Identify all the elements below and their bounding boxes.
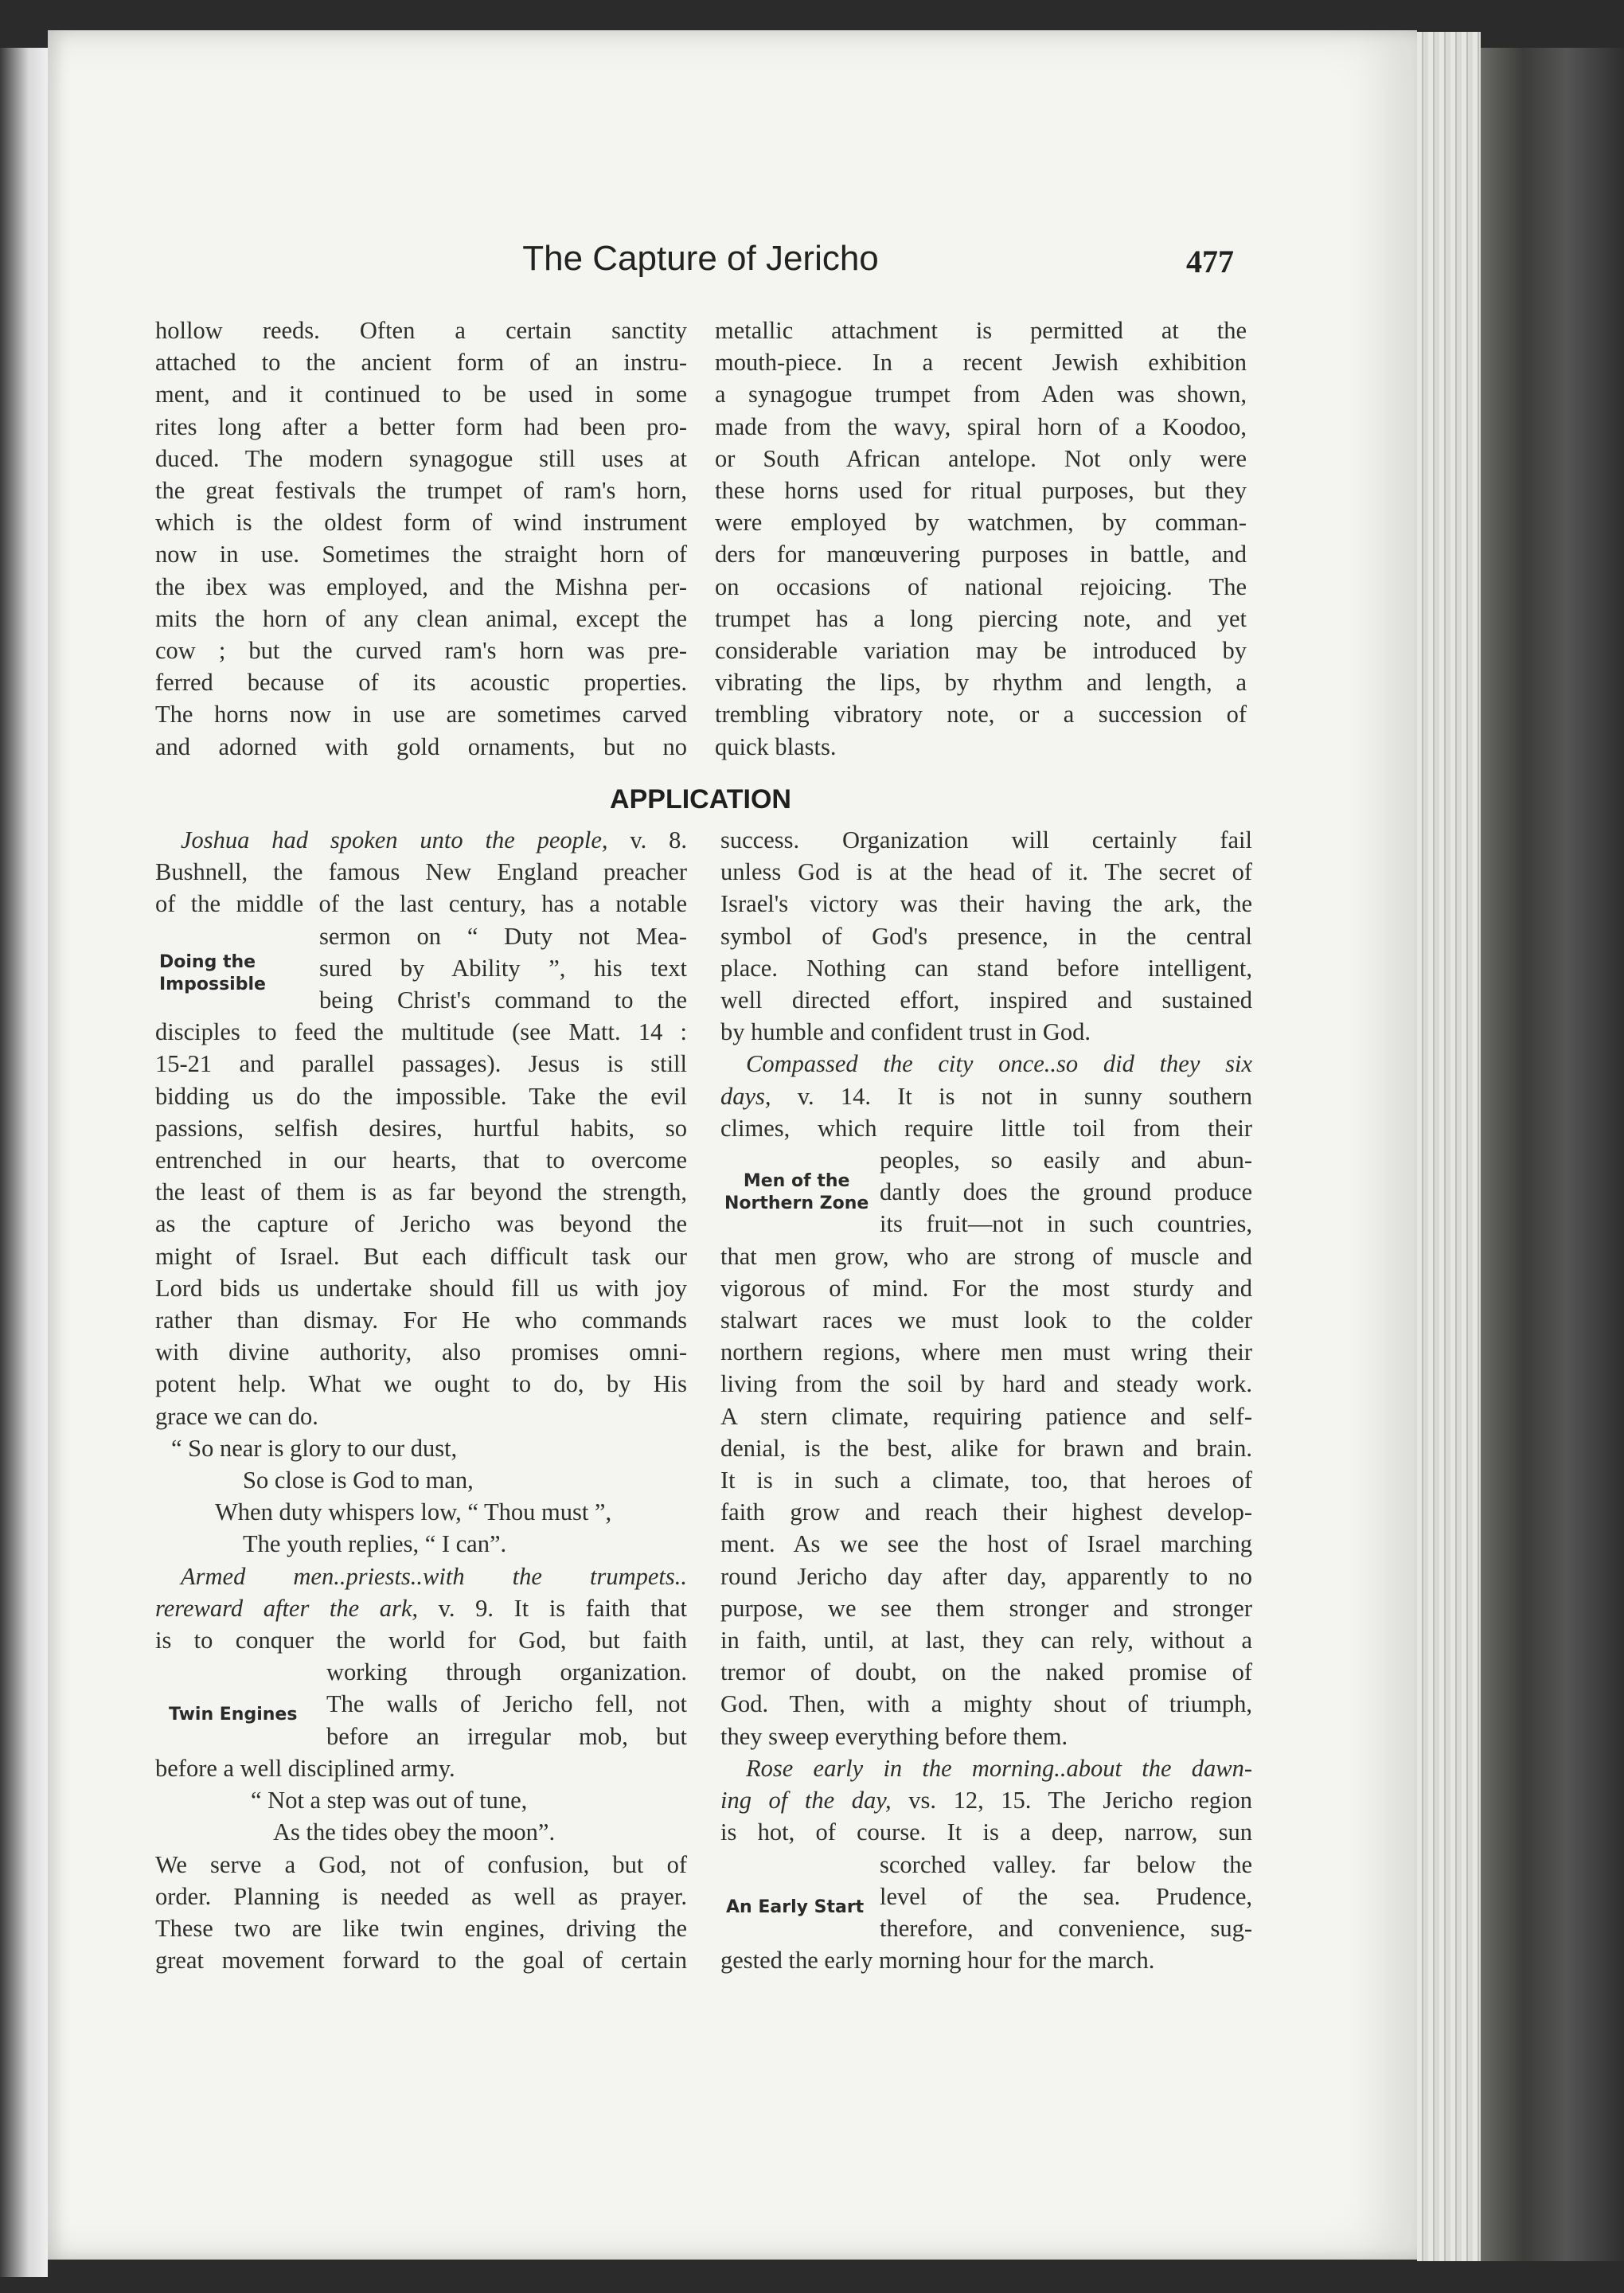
text-line: or South African antelope. Not only were: [715, 444, 1247, 472]
text-line: mouth-piece. In a recent Jewish exhibition: [715, 349, 1247, 377]
text-line: in faith, until, at last, they can rely, without a: [720, 1627, 1252, 1654]
text-line: they sweep everything before them.: [720, 1722, 1068, 1750]
text-line: made from the wavy, spiral horn of a Koodoo,: [715, 412, 1247, 440]
sidenote-line: Doing the: [159, 952, 256, 972]
text-segment: vs. 12, 15. The Jericho region: [891, 1787, 1252, 1814]
page-number: 477: [1186, 244, 1234, 279]
text-line: passions, selfish desires, hurtful habits, so: [155, 1114, 687, 1142]
text-line: considerable variation may be introduced by: [715, 637, 1247, 665]
text-line: Bushnell, the famous New England preacher: [155, 858, 687, 886]
text-line: mits the horn of any clean animal, except the: [155, 604, 687, 632]
text-line: round Jericho day after day, apparently to no: [720, 1562, 1252, 1590]
text-line: faith grow and reach their highest develop-: [720, 1498, 1252, 1526]
text-line: ment, and it continued to be used in some: [155, 381, 687, 408]
text-line: trumpet has a long piercing note, and yet: [715, 604, 1247, 632]
text-line: disciples to feed the multitude (see Matt. 14 :: [155, 1018, 687, 1046]
poem-line: So close is God to man,: [243, 1467, 474, 1494]
text-line: by humble and confident trust in God.: [720, 1018, 1091, 1046]
text-line: God. Then, with a mighty shout of triumph,: [720, 1690, 1252, 1718]
application-left-column: [155, 824, 687, 1976]
scripture-ref: days,: [720, 1082, 771, 1110]
scripture-ref-line: [720, 1784, 1252, 1816]
text-line: and adorned with gold ornaments, but no: [155, 732, 687, 760]
text-line: great movement forward to the goal of certain: [155, 1947, 687, 1975]
text-line: ders for manœuvering purposes in battle, and: [715, 541, 1247, 568]
text-line: is to conquer the world for God, but faith: [155, 1627, 687, 1654]
text-line: before a well disciplined army.: [155, 1754, 455, 1782]
text-line: these horns used for ritual purposes, but they: [715, 477, 1247, 505]
text-line: the great festivals the trumpet of ram's horn,: [155, 477, 687, 505]
text-segment: v. 14. It is not in sunny southern: [771, 1082, 1252, 1110]
sidenote-line: An Early Start: [726, 1897, 865, 1917]
text-line: bidding us do the impossible. Take the evil: [155, 1082, 687, 1110]
text-line: place. Nothing can stand before intelligent,: [720, 954, 1252, 982]
section-heading: APPLICATION: [610, 784, 791, 814]
scripture-ref: Joshua had spoken unto the people,: [181, 826, 608, 854]
text-line: vibrating the lips, by rhythm and length, a: [715, 669, 1247, 697]
sidenote-early-start: [726, 1897, 864, 1919]
text-line: order. Planning is needed as well as prayer.: [155, 1882, 687, 1910]
text-line: These two are like twin engines, driving the: [155, 1914, 687, 1942]
text-segment: v. 9. It is faith that: [418, 1594, 687, 1622]
text-line: sermon on “ Duty not Mea-: [319, 922, 687, 950]
sidenote-line: Northern Zone: [724, 1193, 869, 1213]
text-line: the least of them is as far beyond the strength,: [155, 1178, 687, 1206]
scripture-ref: rereward after the ark,: [155, 1594, 419, 1622]
text-line: ment. As we see the host of Israel marching: [720, 1530, 1252, 1558]
top-left-column: [155, 314, 687, 763]
text-line: the ibex was employed, and the Mishna per-: [155, 572, 687, 600]
poem-line: When duty whispers low, “ Thou must ”,: [215, 1498, 612, 1526]
text-line: might of Israel. But each difficult task our: [155, 1242, 687, 1270]
poem-line: The youth replies, “ I can”.: [243, 1530, 507, 1558]
scripture-ref-line: [155, 824, 687, 856]
text-line: The horns now in use are sometimes carved: [155, 701, 687, 729]
text-line: northern regions, where men must wring their: [720, 1338, 1252, 1366]
text-line: rites long after a better form had been pro-: [155, 412, 687, 440]
verse-ref: v. 8.: [607, 826, 687, 854]
text-line: duced. The modern synagogue still uses at: [155, 444, 687, 472]
sidenote-line: Impossible: [159, 975, 266, 994]
text-line: level of the sea. Prudence,: [880, 1882, 1252, 1910]
text-line: therefore, and convenience, sug-: [880, 1914, 1252, 1942]
text-line: its fruit—not in such countries,: [880, 1210, 1252, 1238]
text-line: Israel's victory was their having the ark, the: [720, 890, 1252, 918]
poem-line: As the tides obey the moon”.: [273, 1818, 556, 1846]
sidenote-line: Men of the: [743, 1171, 850, 1191]
text-line: peoples, so easily and abun-: [880, 1146, 1252, 1174]
text-line: on occasions of national rejoicing. The: [715, 572, 1247, 600]
text-line: working through organization.: [326, 1658, 687, 1686]
text-line: quick blasts.: [715, 732, 837, 760]
scripture-ref: ing of the day,: [720, 1787, 892, 1814]
page-block-edge: [1417, 32, 1481, 2261]
application-right-column: [720, 824, 1252, 1976]
text-line: climes, which require little toil from their: [720, 1114, 1252, 1142]
text-line: with divine authority, also promises omni-: [155, 1338, 687, 1366]
text-line: dantly does the ground produce: [880, 1178, 1252, 1206]
text-line: of the middle of the last century, has a notable: [155, 890, 687, 918]
text-line: unless God is at the head of it. The secret of: [720, 858, 1252, 886]
text-line: trembling vibratory note, or a succession of: [715, 701, 1247, 729]
text-line: A stern climate, requiring patience and self-: [720, 1402, 1252, 1430]
text-line: ferred because of its acoustic properties.: [155, 669, 687, 697]
text-line: scorched valley. far below the: [880, 1850, 1252, 1878]
text-line: now in use. Sometimes the straight horn of: [155, 541, 687, 568]
text-line: vigorous of mind. For the most sturdy and: [720, 1274, 1252, 1302]
text-line: hollow reeds. Often a certain sanctity: [155, 317, 687, 344]
poem-line: “ Not a step was out of tune,: [251, 1787, 528, 1814]
top-right-column: [715, 314, 1247, 763]
text-line: tremor of doubt, on the naked promise of: [720, 1658, 1252, 1686]
scripture-ref: Compassed the city once..so did they six: [746, 1050, 1252, 1078]
text-line: stalwart races we must look to the colder: [720, 1307, 1252, 1334]
text-line: a synagogue trumpet from Aden was shown,: [715, 381, 1247, 408]
text-line: entrenched in our hearts, that to overcome: [155, 1146, 687, 1174]
scripture-ref: Rose early in the morning..about the dawn-: [746, 1754, 1252, 1782]
text-line: gested the early morning hour for the march.: [720, 1947, 1155, 1975]
text-line: well directed effort, inspired and sustained: [720, 986, 1252, 1014]
text-line: were employed by watchmen, by comman-: [715, 509, 1247, 537]
text-line: potent help. What we ought to do, by His: [155, 1370, 687, 1398]
text-line: We serve a God, not of confusion, but of: [155, 1850, 687, 1878]
facing-page-edge: [0, 48, 48, 2277]
text-line: Lord bids us undertake should fill us with joy: [155, 1274, 687, 1302]
text-line: is hot, of course. It is a deep, narrow, sun: [720, 1818, 1252, 1846]
text-line: being Christ's command to the: [319, 986, 687, 1014]
text-line: denial, is the best, alike for brawn and brain.: [720, 1434, 1252, 1462]
text-line: rather than dismay. For He who commands: [155, 1307, 687, 1334]
scripture-ref-line: [720, 1080, 1252, 1112]
sidenote-twin-engines: [169, 1704, 297, 1726]
sidenote-doing-the-impossible: [159, 951, 266, 996]
text-line: symbol of God's presence, in the central: [720, 922, 1252, 950]
book-spine: [1481, 48, 1624, 2261]
running-head: The Capture of Jericho: [522, 239, 879, 278]
text-line: before an irregular mob, but: [326, 1722, 687, 1750]
text-line: that men grow, who are strong of muscle and: [720, 1242, 1252, 1270]
text-line: The walls of Jericho fell, not: [326, 1690, 687, 1718]
text-line: sured by Ability ”, his text: [319, 954, 687, 982]
text-line: metallic attachment is permitted at the: [715, 317, 1247, 344]
text-line: grace we can do.: [155, 1402, 318, 1430]
text-line: It is in such a climate, too, that heroes of: [720, 1467, 1252, 1494]
text-line: purpose, we see them stronger and stronger: [720, 1594, 1252, 1622]
text-line: 15-21 and parallel passages). Jesus is still: [155, 1050, 687, 1078]
sidenote-men-of-northern-zone: [724, 1170, 869, 1215]
sidenote-line: Twin Engines: [169, 1705, 298, 1725]
text-line: attached to the ancient form of an instru-: [155, 349, 687, 377]
text-line: success. Organization will certainly fail: [720, 826, 1252, 854]
scripture-ref: Armed men..priests..with the trumpets..: [181, 1562, 687, 1590]
scripture-ref-line: [155, 1592, 687, 1624]
text-line: which is the oldest form of wind instrument: [155, 509, 687, 537]
text-line: cow ; but the curved ram's horn was pre-: [155, 637, 687, 665]
text-line: as the capture of Jericho was beyond the: [155, 1210, 687, 1238]
text-line: living from the soil by hard and steady work.: [720, 1370, 1252, 1398]
poem-line: “ So near is glory to our dust,: [171, 1434, 458, 1462]
